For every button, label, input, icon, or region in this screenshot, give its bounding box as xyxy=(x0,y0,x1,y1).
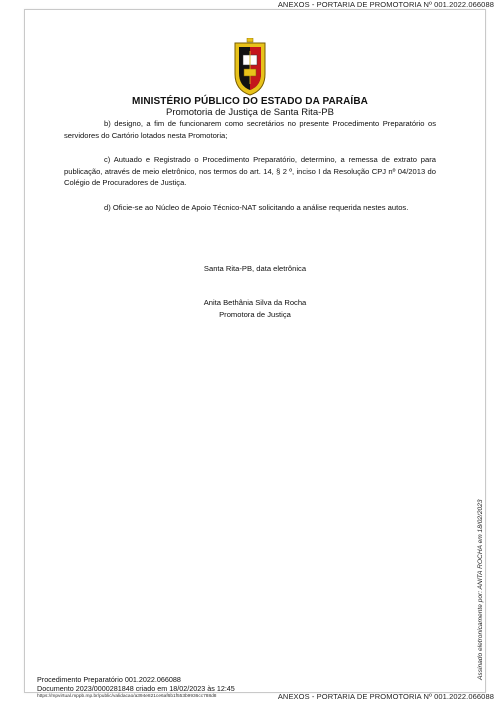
paragraph-c: c) Autuado e Registrado o Procedimento Preparatório, determino, a remessa de extrato para publicação, através de meio eletrônico, nos termos do art. 14, § 2 º, inciso I da Resolução CPJ nº 04/2013 do Colégio de Procuradores de Justiça. xyxy=(64,155,436,187)
paragraph-b: b) designo, a fim de funcionarem como secretários no presente Procedimento Preparatório os servidores do Cartório lotados nesta Promotoria; xyxy=(64,119,436,140)
office-name: Promotoria de Justiça de Santa Rita-PB xyxy=(166,107,334,118)
header-reference: ANEXOS - PORTARIA DE PROMOTORIA Nº 001.2022.066088 xyxy=(277,0,494,9)
footer-info xyxy=(37,676,235,693)
validation-url-link[interactable]: https://mpvirtual.mppb.mp.br/public/validacao/a394e821ce6af6b1f553b9936cc788d8 xyxy=(37,694,217,699)
paragraph-d: d) Oficie-se ao Núcleo de Apoio Técnico-NAT solicitando a análise requerida nestes autos. xyxy=(104,202,409,212)
footer-document: Documento 2023/0000281848 criado em 18/02/2023 às 12:45 xyxy=(37,683,235,693)
signer-role: Promotora de Justiça xyxy=(219,310,291,319)
electronic-signature-text: Assinado eletronicamente por: ANITA ROCHA em 18/02/2023 xyxy=(477,499,484,680)
electronic-signature-note xyxy=(477,260,489,680)
coat-of-arms-icon xyxy=(232,38,268,96)
institution-name: MINISTÉRIO PÚBLICO DO ESTADO DA PARAÍBA xyxy=(132,96,368,107)
footer-reference: ANEXOS - PORTARIA DE PROMOTORIA Nº 001.2022.066088 xyxy=(277,692,494,701)
signer-name: Anita Bethânia Silva da Rocha xyxy=(203,298,307,307)
footer-procedure: Procedimento Preparatório 001.2022.066088 xyxy=(37,675,181,684)
document-body xyxy=(64,118,436,226)
place-date: Santa Rita-PB, data eletrônica xyxy=(203,264,307,273)
